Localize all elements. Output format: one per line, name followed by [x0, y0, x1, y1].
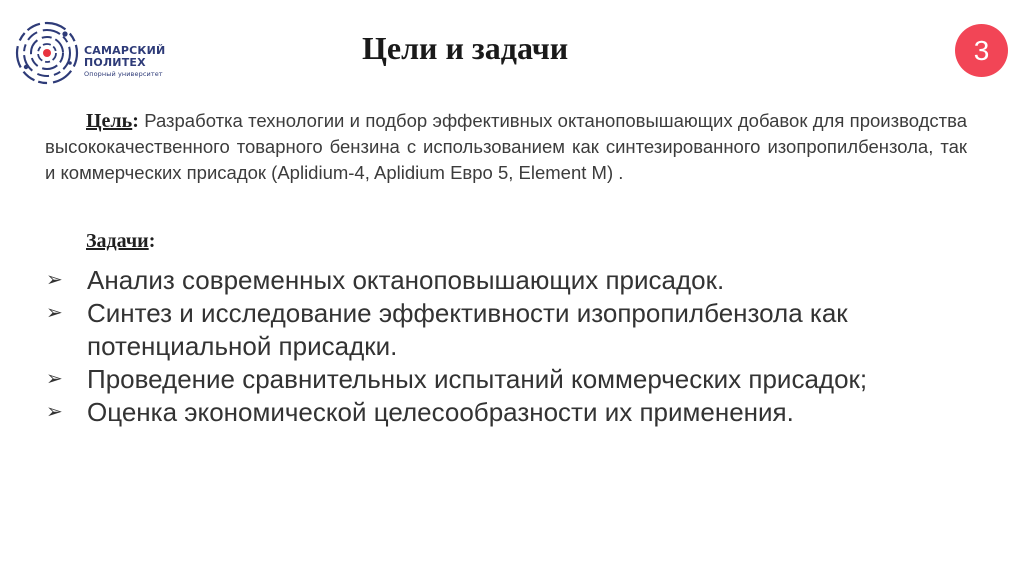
- task-text: Синтез и исследование эффективности изопропилбензола как потенциальной присадки.: [87, 298, 848, 361]
- tasks-list: [46, 264, 976, 429]
- task-text: Оценка экономической целесообразности их применения.: [87, 397, 794, 427]
- arrow-bullet-icon: ➢: [46, 401, 63, 423]
- list-item: [46, 297, 976, 363]
- slide-title: Цели и задачи: [362, 30, 569, 66]
- logo-line-1: САМАРСКИЙ: [84, 44, 166, 57]
- list-item: [46, 363, 976, 396]
- task-text: Проведение сравнительных испытаний коммерческих присадок;: [87, 364, 868, 394]
- goal-paragraph: [45, 108, 967, 186]
- arrow-bullet-icon: ➢: [46, 302, 63, 324]
- page-number: 3: [973, 34, 990, 66]
- list-item: [46, 264, 976, 297]
- list-item: [46, 396, 976, 429]
- arrow-bullet-icon: ➢: [46, 368, 63, 390]
- logo-line-3: Опорный университет: [84, 70, 163, 78]
- goal-label: Цель: [86, 110, 133, 132]
- university-logo: [14, 20, 174, 86]
- tasks-heading-label: Задачи: [86, 230, 149, 252]
- tasks-heading-colon: :: [148, 230, 156, 252]
- page-number-badge: [955, 24, 1008, 77]
- logo-line-2: ПОЛИТЕХ: [84, 56, 146, 69]
- arrow-bullet-icon: ➢: [46, 269, 63, 291]
- goal-text: Разработка технологии и подбор эффективных октаноповышающих добавок для производства высококачественного товарного бензина с использованием как синтезированного изопропилбензола, так и коммерческих присадок (Aplidium-4, Aplidium Евро 5, Element M) .: [45, 110, 968, 183]
- tasks-heading: [86, 230, 155, 253]
- goal-colon: :: [132, 110, 139, 132]
- task-text: Анализ современных октаноповышающих присадок.: [87, 265, 725, 295]
- logo-emblem-icon: [14, 20, 80, 86]
